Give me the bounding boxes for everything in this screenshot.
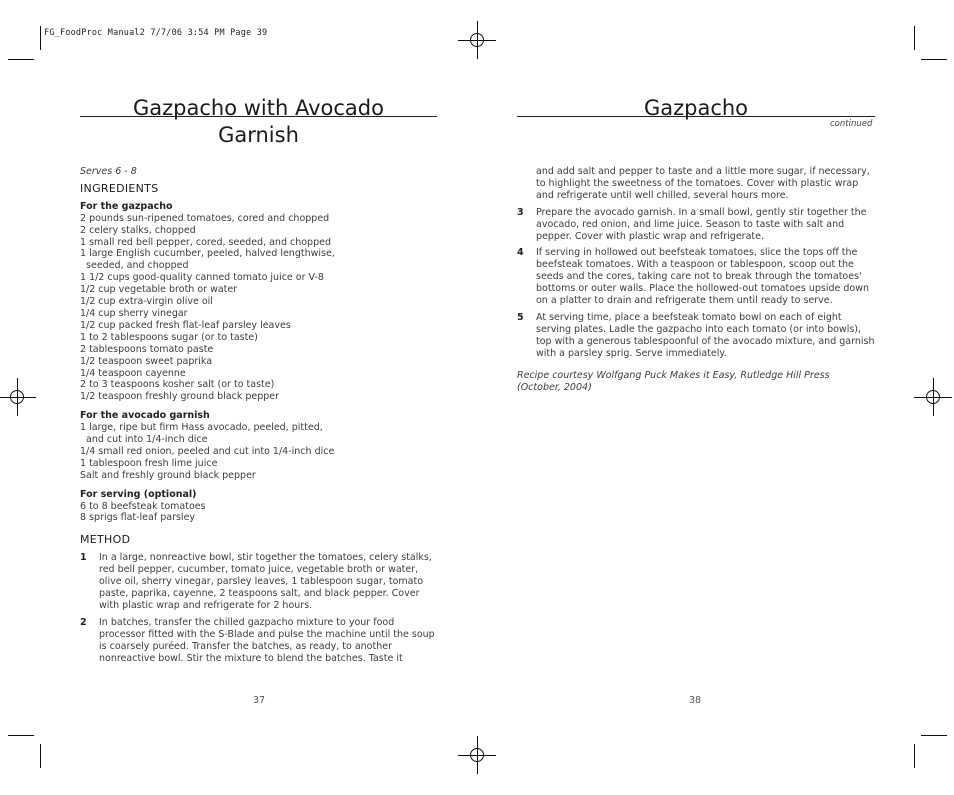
registration-mark-right	[922, 386, 944, 408]
ingredient-group-heading: For the gazpacho	[80, 200, 173, 212]
method-steps-left	[80, 552, 440, 664]
ingredient-line: 1 large, ripe but firm Hass avocado, peeled, pitted,	[80, 422, 323, 434]
crop-mark	[40, 744, 41, 768]
page-number-left: 37	[253, 695, 266, 706]
step-text: If serving in hollowed out beefsteak tomatoes, slice the tops off the beefsteak tomatoes. With a teaspoon or tablespoon, scoop out the seeds and the cores, taking care not to break through the tomatoes' bottoms or outer walls. Place the hollowed-out tomatoes upside down on a platter to drain and refrigerate them until ready to serve.	[536, 247, 870, 307]
print-slug: FG_FoodProc Manual2 7/7/06 3:54 PM Page 39	[44, 28, 268, 38]
ingredient-group	[80, 410, 440, 481]
step-number: 2	[80, 616, 87, 628]
page-title-right: Gazpacho	[643, 96, 749, 120]
ingredient-line: 1 small red bell pepper, cored, seeded, and chopped	[80, 236, 331, 248]
recipe-credit: Recipe courtesy Wolfgang Puck Makes it Easy, Rutledge Hill Press (October, 2004)	[517, 369, 830, 393]
method-steps-right	[517, 207, 875, 360]
ingredient-line: 1/4 cup sherry vinegar	[80, 307, 188, 319]
method-step	[517, 247, 875, 307]
method-step	[517, 312, 875, 360]
ingredient-line: 2 celery stalks, chopped	[80, 224, 196, 236]
ingredient-line: 1 to 2 tablespoons sugar (or to taste)	[80, 331, 258, 343]
ingredient-line: 1/2 cup packed fresh flat-leaf parsley leaves	[80, 319, 291, 331]
crop-mark	[914, 744, 915, 768]
ingredient-line: 6 to 8 beefsteak tomatoes	[80, 500, 206, 512]
ingredient-line: 1/2 cup vegetable broth or water	[80, 284, 238, 296]
page-title-left	[80, 95, 437, 149]
step-text: At serving time, place a beefsteak tomato bowl on each of eight serving plates. Ladle the gazpacho into each tomato (or into bowls), top with a generous tablespoonful of the avocado mixture, and garnish with a parsley sprig. Serve immediately.	[536, 311, 875, 359]
registration-mark-top	[466, 29, 488, 51]
registration-mark-bottom	[466, 744, 488, 766]
method-step	[80, 552, 440, 612]
ingredient-group-heading: For the avocado garnish	[80, 410, 210, 422]
ingredient-groups	[80, 201, 440, 525]
step-text: In batches, transfer the chilled gazpacho mixture to your food processor fitted with the S-Blade and pulse the machine until the soup is coarsely puréed. Transfer the batches, as ready, to another nonreactive bowl. Stir the mixture to blend the batches. Taste it	[99, 616, 435, 664]
step-number: 4	[517, 247, 524, 259]
step-number: 3	[517, 206, 524, 218]
method-heading: METHOD	[80, 533, 131, 547]
ingredient-line: seeded, and chopped	[80, 260, 189, 272]
ingredient-line: 1 1/2 cups good-quality canned tomato juice or V-8	[80, 272, 324, 284]
crop-mark	[8, 59, 34, 60]
ingredient-line: 1 large English cucumber, peeled, halved lengthwise,	[80, 248, 335, 260]
crop-mark	[921, 59, 947, 60]
left-column	[80, 166, 440, 669]
ingredient-line: 1/2 teaspoon freshly ground black pepper	[80, 391, 280, 403]
title-line-2: Garnish	[218, 123, 299, 147]
ingredient-line: 1/2 teaspoon sweet paprika	[80, 355, 213, 367]
step-number: 1	[80, 552, 87, 564]
method-step	[517, 207, 875, 243]
step-number: 5	[517, 311, 524, 323]
ingredient-line: 2 tablespoons tomato paste	[80, 343, 214, 355]
ingredient-line: 2 pounds sun-ripened tomatoes, cored and chopped	[80, 212, 330, 224]
title-line-1: Gazpacho with Avocado	[133, 96, 384, 120]
step-text: Prepare the avocado garnish. In a small bowl, gently stir together the avocado, red onion, and lime juice. Season to taste with salt and pepper. Cover with plastic wrap and refrigerate.	[536, 206, 867, 242]
ingredient-line: Salt and freshly ground black pepper	[80, 469, 256, 481]
crop-mark	[8, 735, 34, 736]
ingredient-line: 1 tablespoon fresh lime juice	[80, 457, 218, 469]
crop-mark	[40, 26, 41, 50]
ingredient-line: 2 to 3 teaspoons kosher salt (or to taste)	[80, 379, 275, 391]
ingredient-line: 1/2 cup extra-virgin olive oil	[80, 296, 213, 308]
ingredient-group-heading: For serving (optional)	[80, 488, 197, 500]
ingredient-group	[80, 489, 440, 525]
method-step	[80, 617, 440, 665]
ingredients-heading: INGREDIENTS	[80, 181, 159, 195]
ingredient-group	[80, 201, 440, 403]
right-column	[517, 166, 875, 393]
continued-label: continued	[830, 119, 873, 129]
page-number-right: 38	[689, 695, 702, 706]
step-continuation: and add salt and pepper to taste and a little more sugar, if necessary, to highlight the sweetness of the tomatoes. Cover with plastic wrap and refrigerate until well chilled, several hours more.	[536, 166, 870, 201]
ingredient-line: and cut into 1/4-inch dice	[80, 434, 208, 446]
ingredient-line: 1/4 small red onion, peeled and cut into 1/4-inch dice	[80, 445, 335, 457]
crop-mark	[914, 26, 915, 50]
step-text: In a large, nonreactive bowl, stir together the tomatoes, celery stalks, red bell pepper, cucumber, tomato juice, vegetable broth or water, olive oil, sherry vinegar, parsley leaves, 1 tablespoon sugar, tomato paste, paprika, cayenne, 2 teaspoons salt, and black pepper. Cover with plastic wrap and refrigerate for 2 hours.	[99, 552, 432, 611]
ingredient-line: 8 sprigs flat-leaf parsley	[80, 512, 196, 524]
serves-text: Serves 6 - 8	[80, 166, 137, 177]
registration-mark-left	[6, 386, 28, 408]
crop-mark	[921, 735, 947, 736]
ingredient-line: 1/4 teaspoon cayenne	[80, 367, 186, 379]
